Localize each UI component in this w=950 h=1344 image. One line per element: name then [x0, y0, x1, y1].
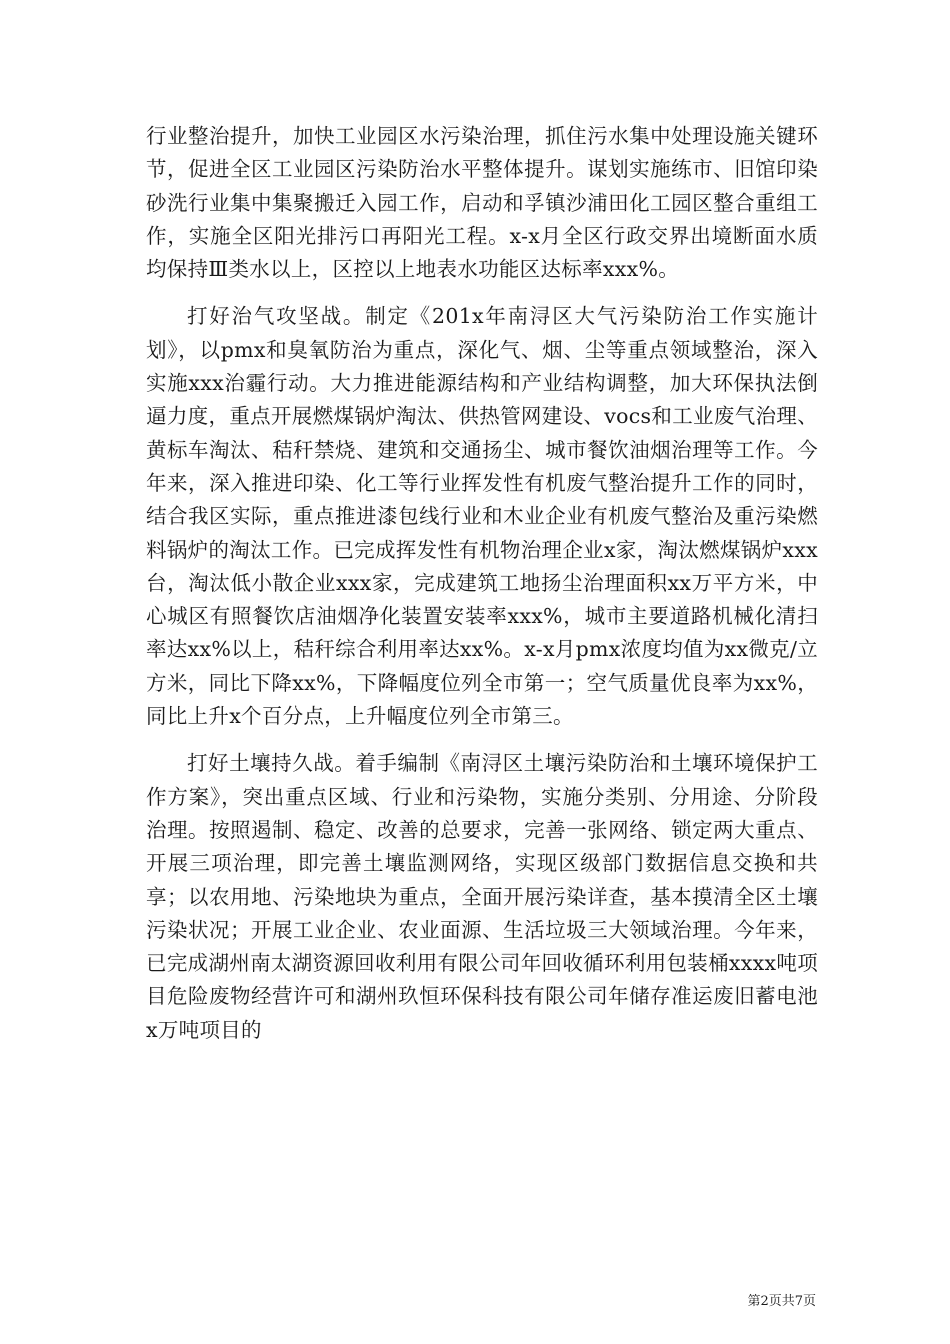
- paragraph-air: 打好治气攻坚战。制定《201x年南浔区大气污染防治工作实施计划》，以pmx和臭氧防治为重点，深化气、烟、尘等重点领域整治，深入实施xxx治霾行动。大力推进能源结构和产业结构调整，加大环保执法倒逼力度，重点开展燃煤锅炉淘汰、供热管网建设、vocs和工业废气治理、黄标车淘汰、秸秆禁烧、建筑和交通扬尘、城市餐饮油烟治理等工作。今年来，深入推进印染、化工等行业挥发性有机废气整治提升工作的同时，结合我区实际，重点推进漆包线行业和木业企业有机废气整治及重污染燃料锅炉的淘汰工作。已完成挥发性有机物治理企业x家，淘汰燃煤锅炉xxx台，淘汰低小散企业xxx家，完成建筑工地扬尘治理面积xx万平方米，中心城区有照餐饮店油烟净化装置安装率xxx%，城市主要道路机械化清扫率达xx%以上，秸秆综合利用率达xx%。x-x月pmx浓度均值为xx微克/立方米，同比下降xx%，下降幅度位列全市第一；空气质量优良率为xx%，同比上升x个百分点，上升幅度位列全市第三。: [146, 304, 818, 729]
- paragraph-soil: 打好土壤持久战。着手编制《南浔区土壤污染防治和土壤环境保护工作方案》，突出重点区域、行业和污染物，实施分类别、分用途、分阶段治理。按照遏制、稳定、改善的总要求，完善一张网络、锁定两大重点、开展三项治理，即完善土壤监测网络，实现区级部门数据信息交换和共享；以农用地、污染地块为重点，全面开展污染详查，基本摸清全区土壤污染状况；开展工业企业、农业面源、生活垃圾三大领域治理。今年来，已完成湖州南太湖资源回收利用有限公司年回收循环利用包装桶xxxx吨项目危险废物经营许可和湖州玖恒环保科技有限公司年储存准运废旧蓄电池x万吨项目的: [146, 751, 818, 1042]
- document-body: [146, 120, 818, 1061]
- paragraph-water: 行业整治提升，加快工业园区水污染治理，抓住污水集中处理设施关键环节，促进全区工业园区污染防治水平整体提升。谋划实施练市、旧馆印染砂洗行业集中集聚搬迁入园工作，启动和孚镇沙浦田化工园区整合重组工作，实施全区阳光排污口再阳光工程。x-x月全区行政交界出境断面水质均保持Ⅲ类水以上，区控以上地表水功能区达标率xxx%。: [146, 124, 818, 282]
- page-number: 第2页共7页: [747, 1294, 816, 1309]
